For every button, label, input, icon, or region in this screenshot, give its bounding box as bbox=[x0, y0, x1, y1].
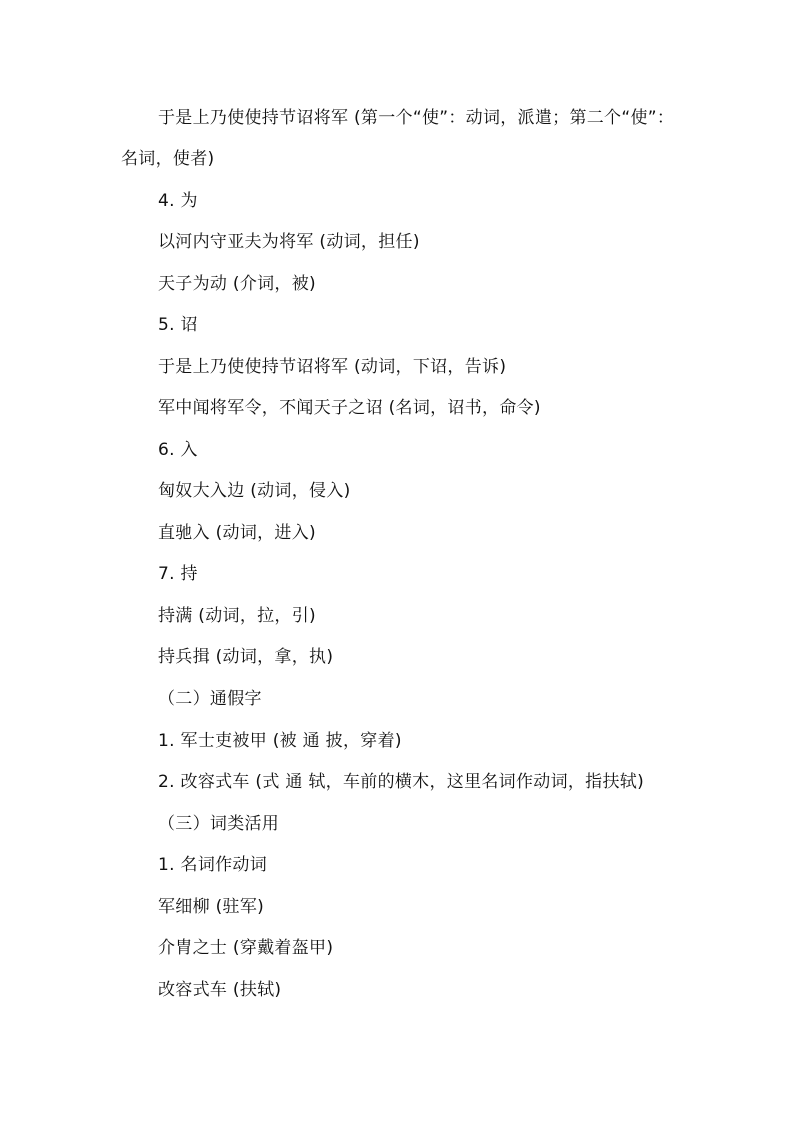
text-line: 1. 军士吏被甲 (被 通 披，穿着) bbox=[158, 731, 402, 751]
text-line: 6. 入 bbox=[158, 440, 198, 460]
text-line: 军细柳 (驻军) bbox=[158, 897, 265, 917]
text-line: 2. 改容式车 (式 通 轼，车前的横木，这里名词作动词，指扶轼) bbox=[158, 772, 644, 792]
text-line: 匈奴大入边 (动词，侵入) bbox=[158, 481, 351, 501]
text-line: 天子为动 (介词，被) bbox=[158, 274, 316, 294]
text-line: 4. 为 bbox=[158, 191, 198, 211]
section-heading: （二）通假字 bbox=[158, 689, 262, 709]
text-line: 持兵揖 (动词，拿，执) bbox=[158, 647, 334, 667]
text-line: 于是上乃使使持节诏将军 (动词，下诏，告诉) bbox=[158, 357, 507, 377]
text-line: 名词，使者) bbox=[121, 149, 215, 169]
text-line: 5. 诏 bbox=[158, 315, 198, 335]
text-line: 于是上乃使使持节诏将军 (第一个“使”：动词，派遣；第二个“使”： bbox=[158, 108, 675, 128]
text-line: 军中闻将军令，不闻天子之诏 (名词，诏书，命令) bbox=[158, 398, 541, 418]
text-line: 改容式车 (扶轼) bbox=[158, 980, 282, 1000]
text-line: 介胄之士 (穿戴着盔甲) bbox=[158, 938, 334, 958]
text-line: 以河内守亚夫为将军 (动词，担任) bbox=[158, 232, 420, 252]
text-line: 7. 持 bbox=[158, 564, 198, 584]
text-line: 持满 (动词，拉，引) bbox=[158, 606, 316, 626]
text-line: 1. 名词作动词 bbox=[158, 855, 268, 875]
text-line: 直驰入 (动词，进入) bbox=[158, 523, 316, 543]
section-heading: （三）词类活用 bbox=[158, 814, 280, 834]
